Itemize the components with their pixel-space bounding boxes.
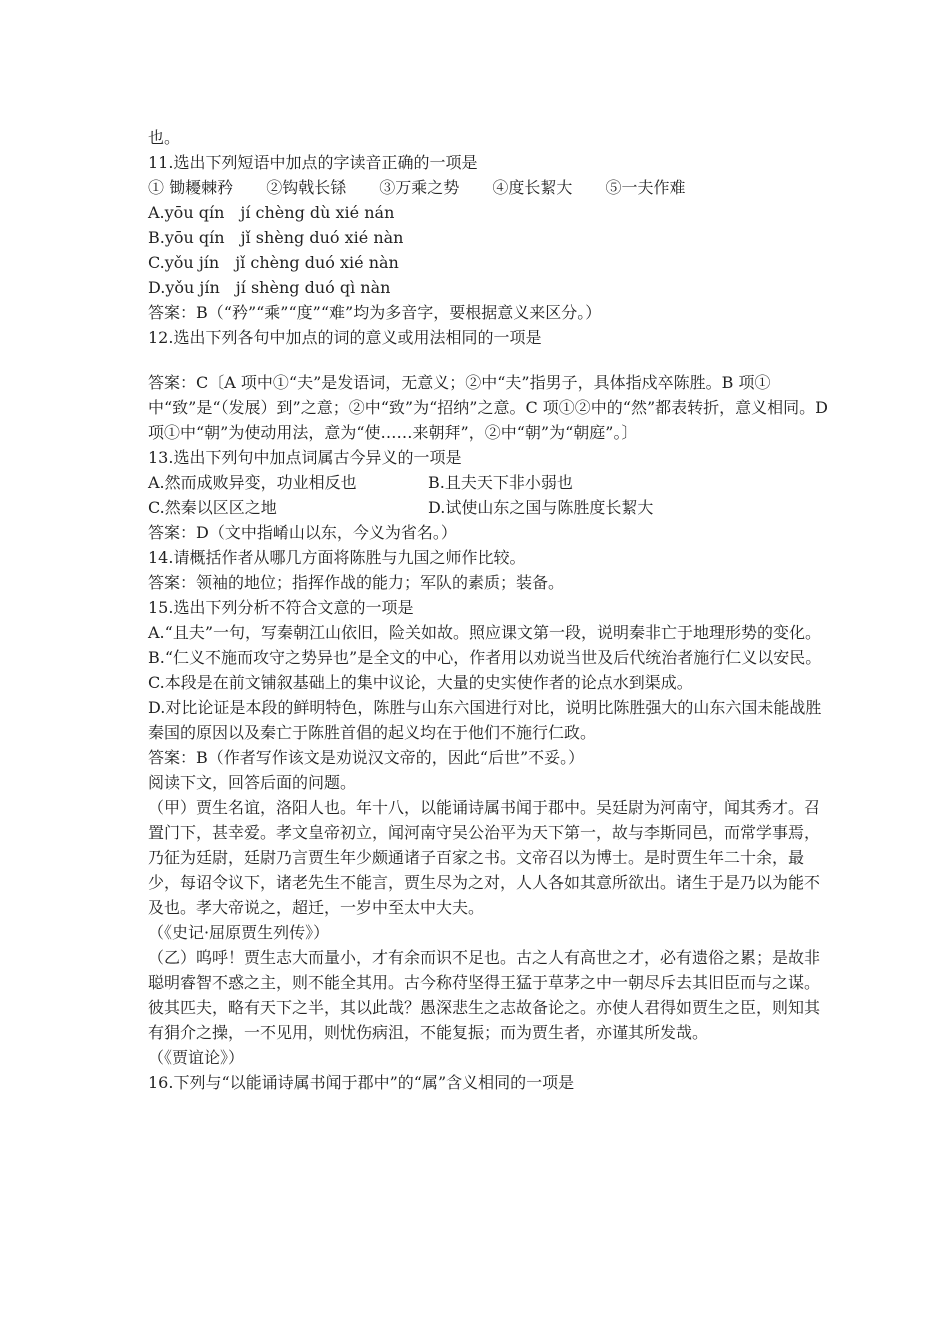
- text-line: 也。: [148, 128, 181, 147]
- question-13-row-2: [148, 495, 828, 520]
- question-13: 13.选出下列句中加点词属古今异义的一项是: [148, 448, 462, 467]
- question-13-row-1: [148, 470, 828, 495]
- question-16: 16.下列与“以能诵诗属书闻于郡中”的“属”含义相同的一项是: [148, 1073, 575, 1092]
- option-b: B.且夫天下非小弱也: [428, 473, 573, 492]
- answer-12: 答案：C〔A 项中①“夫”是发语词，无意义；②中“夫”指男子，具体指戍卒陈胜。B 项①中“致”是“（发展）到”之意；②中“致”为“招纳”之意。C 项①②中的“然”都表转折，意义相同。D 项①中“朝”为使动用法，意为“使……来朝拜”，②中“朝”为“朝庭”。〕: [148, 373, 828, 442]
- option-d: D.对比论证是本段的鲜明特色，陈胜与山东六国进行对比，说明比陈胜强大的山东六国未能战胜秦国的原因以及秦亡于陈胜首倡的起义均在于他们不施行仁政。: [148, 698, 822, 742]
- option-a: A.yōu qín jí chèng dù xié nán: [148, 203, 395, 222]
- item-1: ① 锄耰棘矜: [148, 178, 234, 197]
- reading-instruction: 阅读下文，回答后面的问题。: [148, 773, 357, 792]
- option-c: C.然秦以区区之地: [148, 498, 277, 517]
- option-c: C.yǒu jín jǐ chèng duó xié nàn: [148, 253, 399, 272]
- item-5: ⑤一夫作难: [605, 178, 686, 197]
- passage-yi-source: （《贾谊论》）: [148, 1048, 245, 1067]
- answer-14: 答案：领袖的地位；指挥作战的能力；军队的素质；装备。: [148, 573, 565, 592]
- option-b: B.“仁义不施而攻守之势异也”是全文的中心，作者用以劝说当世及后代统治者施行仁义以安民。: [148, 648, 822, 667]
- question-11-items: [148, 175, 828, 200]
- question-15: 15.选出下列分析不符合文意的一项是: [148, 598, 414, 617]
- passage-jia: （甲）贾生名谊，洛阳人也。年十八，以能诵诗属书闻于郡中。吴廷尉为河南守，闻其秀才。召置门下，甚幸爱。孝文皇帝初立，闻河南守吴公治平为天下第一，故与李斯同邑，而常学事焉，乃征为廷尉，廷尉乃言贾生年少颇通诸子百家之书。文帝召以为博士。是时贾生年二十余，最少，每诏令议下，诸老先生不能言，贾生尽为之对，人人各如其意所欲出。诸生于是乃以为能不及也。孝大帝说之，超迁，一岁中至太中大夫。: [148, 798, 821, 917]
- option-d: D.yǒu jín jí shèng duó qì nàn: [148, 278, 391, 297]
- document-body: [148, 125, 828, 1095]
- answer-13: 答案：D（文中指崤山以东，今义为省名。）: [148, 523, 457, 542]
- answer-15: 答案：B（作者写作该文是劝说汉文帝的，因此“后世”不妥。）: [148, 748, 585, 767]
- item-2: ②钩戟长铩: [266, 178, 347, 197]
- answer-11: 答案：B（“矜”“乘”“度”“难”均为多音字，要根据意义来区分。）: [148, 303, 602, 322]
- option-b: B.yōu qín jǐ shèng duó xié nàn: [148, 228, 404, 247]
- option-c: C.本段是在前文铺叙基础上的集中议论，大量的史实使作者的论点水到渠成。: [148, 673, 693, 692]
- passage-yi: （乙）呜呼！贾生志大而量小，才有余而识不足也。古之人有高世之才，必有遗俗之累；是故非聪明睿智不惑之主，则不能全其用。古今称苻坚得王猛于草茅之中一朝尽斥去其旧臣而与之谋。彼其匹夫，略有天下之半，其以此哉？愚深悲生之志故备论之。亦使人君得如贾生之臣，则知其有狷介之操，一不见用，则忧伤病沮，不能复振；而为贾生者，亦谨其所发哉。: [148, 948, 821, 1042]
- question-12: 12.选出下列各句中加点的词的意义或用法相同的一项是: [148, 328, 542, 347]
- question-14: 14.请概括作者从哪几方面将陈胜与九国之师作比较。: [148, 548, 526, 567]
- passage-jia-source: （《史记·屈原贾生列传》）: [148, 923, 330, 942]
- option-a: A.“且夫”一句，写秦朝江山依旧，险关如故。照应课文第一段，说明秦非亡于地理形势的变化。: [148, 623, 822, 642]
- question-11: 11.选出下列短语中加点的字读音正确的一项是: [148, 153, 478, 172]
- item-4: ④度长絜大: [492, 178, 573, 197]
- option-d: D.试使山东之国与陈胜度长絜大: [428, 498, 654, 517]
- blank-gap: [148, 350, 828, 370]
- item-3: ③万乘之势: [379, 178, 460, 197]
- option-a: A.然而成败异变，功业相反也: [148, 473, 357, 492]
